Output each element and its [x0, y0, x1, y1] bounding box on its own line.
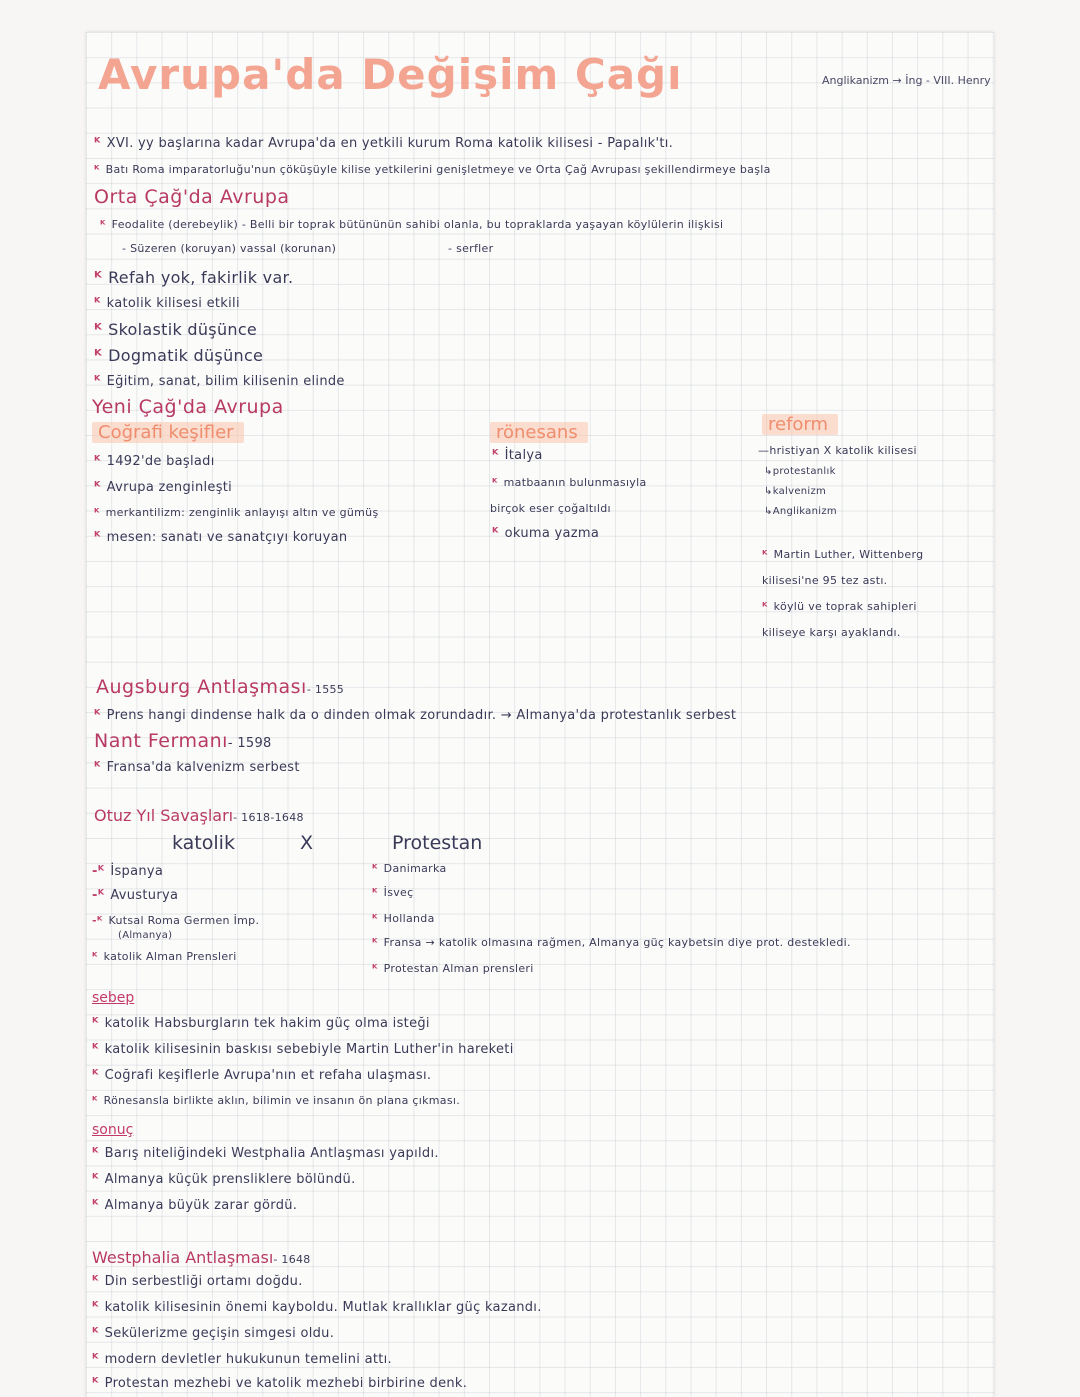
protestan-item: ᴷ Danimarka [372, 862, 447, 875]
intro-line: ᴷ Batı Roma imparatorluğu'nun çöküşüyle kilise yetkilerini genişletmeye ve Orta Çağ Avrupası şekillendirmeye başla [94, 163, 771, 176]
reform-note: ᴷ Martin Luther, Wittenberg [762, 548, 924, 561]
corner-note: Anglikanizm → İng - VIII. Henry [822, 74, 991, 87]
reform-branch: ↳protestanlık [764, 466, 836, 477]
notebook-page [86, 32, 994, 1397]
sonuc-item: ᴷ Almanya büyük zarar gördü. [92, 1198, 298, 1213]
protestan-column-head: Protestan [392, 832, 483, 854]
sebep-item: ᴷ Rönesansla birlikte aklın, bilimin ve insanın ön plana çıkması. [92, 1094, 461, 1107]
reform-note: ᴷ köylü ve toprak sahipleri [762, 600, 917, 613]
sonuc-item: ᴷ Almanya küçük prensliklere bölündü. [92, 1172, 356, 1187]
katolik-item: -ᴷ İspanya [92, 864, 164, 879]
list-item: ᴷ Skolastik düşünce [94, 320, 258, 339]
nant-line: ᴷ Fransa'da kalvenizm serbest [94, 760, 300, 775]
list-item: ᴷ 1492'de başladı [94, 454, 215, 469]
westphalia-item: ᴷ Sekülerizme geçişin simgesi oldu. [92, 1326, 335, 1341]
list-item: ᴷ katolik kilisesi etkili [94, 296, 240, 311]
feodalite-line: ᴷ Feodalite (derebeylik) - Belli bir toprak bütününün sahibi olanla, bu topraklarda yaşayan köylülerin ilişkisi [100, 218, 724, 231]
highlight-reform: reform [762, 414, 838, 435]
highlight-ronesans: rönesans [490, 422, 588, 443]
nant-heading: Nant Fermanı- 1598 [94, 730, 272, 752]
katolik-column-head: katolik [172, 832, 235, 854]
list-item: ᴷ mesen: sanatı ve sanatçıyı koruyan [94, 530, 348, 545]
westphalia-item: ᴷ Protestan mezhebi ve katolik mezhebi birbirine denk. [92, 1376, 468, 1391]
katolik-item-note: (Almanya) [118, 930, 173, 941]
list-item: ᴷ matbaanın bulunmasıyla [492, 476, 647, 489]
sonuc-item: ᴷ Barış niteliğindeki Westphalia Antlaşması yapıldı. [92, 1146, 439, 1161]
versus-mark: X [300, 832, 314, 854]
page-title: Avrupa'da Değişim Çağı [98, 50, 683, 99]
westphalia-item: ᴷ modern devletler hukukunun temelini attı. [92, 1352, 392, 1367]
list-item: ᴷ Avrupa zenginleşti [94, 480, 233, 495]
list-item: ᴷ okuma yazma [492, 526, 600, 541]
section-heading-yeni-cag: Yeni Çağ'da Avrupa [92, 396, 284, 418]
otuz-yil-heading: Otuz Yıl Savaşları- 1618-1648 [94, 806, 304, 825]
reform-branch: ↳Anglikanizm [764, 506, 837, 517]
list-item: ᴷ merkantilizm: zenginlik anlayışı altın ve gümüş [94, 506, 379, 519]
protestan-item: ᴷ Protestan Alman prensleri [372, 962, 534, 975]
westphalia-item: ᴷ Din serbestliği ortamı doğdu. [92, 1274, 303, 1289]
reform-line: —hristiyan X katolik kilisesi [758, 444, 917, 457]
katolik-item: ᴷ katolik Alman Prensleri [92, 950, 237, 963]
protestan-item: ᴷ Hollanda [372, 912, 435, 925]
westphalia-heading: Westphalia Antlaşması- 1648 [92, 1248, 311, 1267]
sonuc-heading: sonuç [92, 1122, 134, 1138]
list-item: ᴷ Eğitim, sanat, bilim kilisenin elinde [94, 374, 345, 389]
reform-note: kilisesi'ne 95 tez astı. [762, 574, 888, 587]
katolik-item: -ᴷ Avusturya [92, 888, 179, 903]
katolik-item: -ᴷ Kutsal Roma Germen İmp. [92, 914, 260, 927]
sebep-item: ᴷ Coğrafi keşiflerle Avrupa'nın et refaha ulaşması. [92, 1068, 432, 1083]
section-heading-orta-cag: Orta Çağ'da Avrupa [94, 186, 290, 208]
protestan-item: ᴷ Fransa → katolik olmasına rağmen, Almanya güç kaybetsin diye prot. destekledi. [372, 936, 851, 949]
reform-note: kiliseye karşı ayaklandı. [762, 626, 901, 639]
intro-line: ᴷ XVI. yy başlarına kadar Avrupa'da en yetkili kurum Roma katolik kilisesi - Papalık'tı. [94, 136, 674, 151]
list-item: ᴷ İtalya [492, 448, 543, 463]
feodalite-sub: - serfler [448, 242, 494, 255]
list-item: ᴷ Dogmatik düşünce [94, 346, 264, 365]
augsburg-heading: Augsburg Antlaşması- 1555 [96, 676, 345, 698]
sebep-item: ᴷ katolik kilisesinin baskısı sebebiyle Martin Luther'in hareketi [92, 1042, 514, 1057]
list-item: ᴷ Refah yok, fakirlik var. [94, 268, 294, 287]
feodalite-sub: - Süzeren (koruyan) vassal (korunan) [122, 242, 337, 255]
list-item: birçok eser çoğaltıldı [490, 502, 611, 515]
protestan-item: ᴷ İsveç [372, 886, 414, 899]
augsburg-line: ᴷ Prens hangi dindense halk da o dinden olmak zorundadır. → Almanya'da protestanlık serbest [94, 708, 737, 723]
westphalia-item: ᴷ katolik kilisesinin önemi kayboldu. Mutlak krallıklar güç kazandı. [92, 1300, 542, 1315]
sebep-heading: sebep [92, 990, 135, 1006]
highlight-cografi-kesifler: Coğrafi keşifler [92, 422, 244, 443]
sebep-item: ᴷ katolik Habsburgların tek hakim güç olma isteği [92, 1016, 430, 1031]
reform-branch: ↳kalvenizm [764, 486, 827, 497]
